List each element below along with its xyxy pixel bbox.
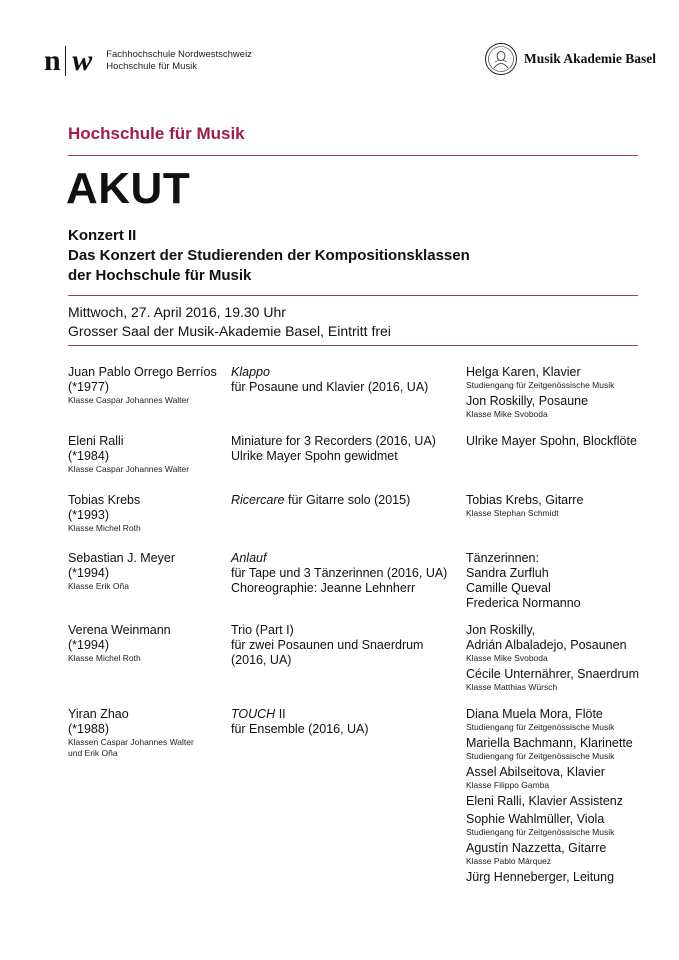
page-title: AKUT xyxy=(66,164,191,213)
composer-class: und Erik Oña xyxy=(68,748,118,758)
composer-info xyxy=(68,365,228,406)
performer xyxy=(466,794,666,809)
performer-name: Sophie Wahlmüller, Viola xyxy=(466,812,605,826)
school-name xyxy=(106,49,252,73)
composer-year: (*1984) xyxy=(68,449,109,463)
performer-name: Jon Roskilly, Posaune xyxy=(466,394,589,408)
composer-info xyxy=(68,707,228,759)
performer-name: Mariella Bachmann, Klarinette xyxy=(466,736,633,750)
performer xyxy=(466,765,666,791)
composer-class: Klasse Caspar Johannes Walter xyxy=(68,395,190,405)
composer-year: (*1977) xyxy=(68,380,109,394)
composer-name: Sebastian J. Meyer xyxy=(68,551,175,565)
composer-name: Eleni Ralli xyxy=(68,434,124,448)
performer xyxy=(466,707,666,733)
performer-name: Frederica Normanno xyxy=(466,596,581,610)
school-line-1: Fachhochschule Nordwestschweiz xyxy=(106,49,252,60)
partner-name: Musik Akademie Basel xyxy=(524,51,657,66)
school-line-2: Hochschule für Musik xyxy=(106,61,198,72)
composer-name: Verena Weinmann xyxy=(68,623,171,637)
composer-info xyxy=(68,434,228,475)
divider xyxy=(68,155,638,156)
composer-info xyxy=(68,623,228,664)
subtitle-line: Das Konzert der Studierenden der Kompositionsklassen xyxy=(68,247,470,264)
performer xyxy=(466,394,666,420)
performers xyxy=(466,434,666,452)
fhnw-logo xyxy=(44,44,92,78)
performer xyxy=(466,841,666,867)
work-title: TOUCH xyxy=(231,707,276,721)
work-detail: Choreographie: Jeanne Lehnherr xyxy=(231,581,416,595)
performer-name: Jürg Henneberger, Leitung xyxy=(466,870,615,884)
performer-name: Tänzerinnen: xyxy=(466,551,539,565)
performer-note: Studiengang für Zeitgenössische Musik xyxy=(466,827,615,837)
performer-name: Tobias Krebs, Gitarre xyxy=(466,493,584,507)
subtitle-line: Konzert II xyxy=(68,227,137,244)
performer-name: Adrián Albaladejo, Posaunen xyxy=(466,638,627,652)
performer-name: Sandra Zurfluh xyxy=(466,566,549,580)
composer-year: (*1994) xyxy=(68,638,109,652)
performers xyxy=(466,493,666,522)
performer xyxy=(466,870,666,885)
performer-note: Klasse Stephan Schmidt xyxy=(466,508,559,518)
work-title: Klappo xyxy=(231,365,270,379)
performer-name: Jon Roskilly, xyxy=(466,623,536,637)
work-title: Ricercare xyxy=(231,493,285,507)
composer-name: Tobias Krebs xyxy=(68,493,141,507)
work-detail: Trio (Part I) xyxy=(231,623,294,637)
section-title: Hochschule für Musik xyxy=(68,124,245,143)
work-detail: für Tape und 3 Tänzerinnen (2016, UA) xyxy=(231,566,448,580)
performer-name: Diana Muela Mora, Flöte xyxy=(466,707,603,721)
fhnw-logo-right: w xyxy=(72,44,93,77)
performer-note: Klasse Pablo Márquez xyxy=(466,856,552,866)
logo-divider xyxy=(65,46,67,76)
performer-note: Klasse Matthias Würsch xyxy=(466,682,558,692)
concert-subtitle xyxy=(68,226,470,286)
composer-name: Juan Pablo Orrego Berríos xyxy=(68,365,217,379)
work-detail: Ulrike Mayer Spohn gewidmet xyxy=(231,449,398,463)
event-datetime: Mittwoch, 27. April 2016, 19.30 Uhr xyxy=(68,304,286,320)
work-detail: für zwei Posaunen und Snaerdrum xyxy=(231,638,424,652)
work-detail: Miniature for 3 Recorders (2016, UA) xyxy=(231,434,436,448)
composer-class: Klasse Michel Roth xyxy=(68,523,141,533)
performer-name: Helga Karen, Klavier xyxy=(466,365,581,379)
performer-note: Studiengang für Zeitgenössische Musik xyxy=(466,380,615,390)
performer xyxy=(466,736,666,762)
composer-name: Yiran Zhao xyxy=(68,707,129,721)
work-info xyxy=(231,707,463,737)
work-title-suffix: für Gitarre solo (2015) xyxy=(284,493,411,507)
work-info xyxy=(231,623,463,668)
event-venue: Grosser Saal der Musik-Akademie Basel, Eintritt frei xyxy=(68,323,391,339)
performer xyxy=(466,434,666,449)
performer-note: Studiengang für Zeitgenössische Musik xyxy=(466,722,615,732)
work-detail: für Ensemble (2016, UA) xyxy=(231,722,369,736)
work-info xyxy=(231,551,463,596)
musik-akademie-seal-icon xyxy=(484,42,518,76)
performers xyxy=(466,707,666,888)
subtitle-line: der Hochschule für Musik xyxy=(68,267,252,284)
divider xyxy=(68,345,638,346)
work-detail: (2016, UA) xyxy=(231,653,292,667)
performer-note: Klasse Mike Svoboda xyxy=(466,409,548,419)
work-title-suffix: II xyxy=(275,707,286,721)
composer-year: (*1993) xyxy=(68,508,109,522)
work-title: Anlauf xyxy=(231,551,267,565)
performer xyxy=(466,493,666,519)
performer-name: Agustín Nazzetta, Gitarre xyxy=(466,841,607,855)
performer xyxy=(466,365,666,391)
work-info xyxy=(231,365,463,395)
performer-name: Assel Abilseitova, Klavier xyxy=(466,765,605,779)
fhnw-logo-left: n xyxy=(44,44,61,77)
composer-class: Klasse Erik Oña xyxy=(68,581,129,591)
work-detail: für Posaune und Klavier (2016, UA) xyxy=(231,380,429,394)
work-info xyxy=(231,493,463,508)
performer-name: Camille Queval xyxy=(466,581,551,595)
composer-year: (*1994) xyxy=(68,566,109,580)
performer-name: Ulrike Mayer Spohn, Blockflöte xyxy=(466,434,637,448)
partner-header xyxy=(484,42,656,76)
performer-note: Studiengang für Zeitgenössische Musik xyxy=(466,751,615,761)
performer-name: Eleni Ralli, Klavier Assistenz xyxy=(466,794,624,808)
composer-class: Klassen Caspar Johannes Walter xyxy=(68,737,194,747)
performer-note: Klasse Mike Svoboda xyxy=(466,653,548,663)
performer-name: Cécile Unternährer, Snaerdrum xyxy=(466,667,639,681)
performer xyxy=(466,812,666,838)
fhnw-header xyxy=(44,44,252,78)
composer-year: (*1988) xyxy=(68,722,109,736)
performer xyxy=(466,638,666,664)
performer xyxy=(466,667,666,693)
composer-info xyxy=(68,493,228,534)
composer-class: Klasse Michel Roth xyxy=(68,653,141,663)
work-info xyxy=(231,434,463,464)
performer-note: Klasse Filippo Gamba xyxy=(466,780,550,790)
composer-info xyxy=(68,551,228,592)
performers xyxy=(466,623,666,696)
divider xyxy=(68,295,638,296)
event-info xyxy=(68,303,391,341)
composer-class: Klasse Caspar Johannes Walter xyxy=(68,464,190,474)
performers xyxy=(466,551,666,611)
performers xyxy=(466,365,666,423)
